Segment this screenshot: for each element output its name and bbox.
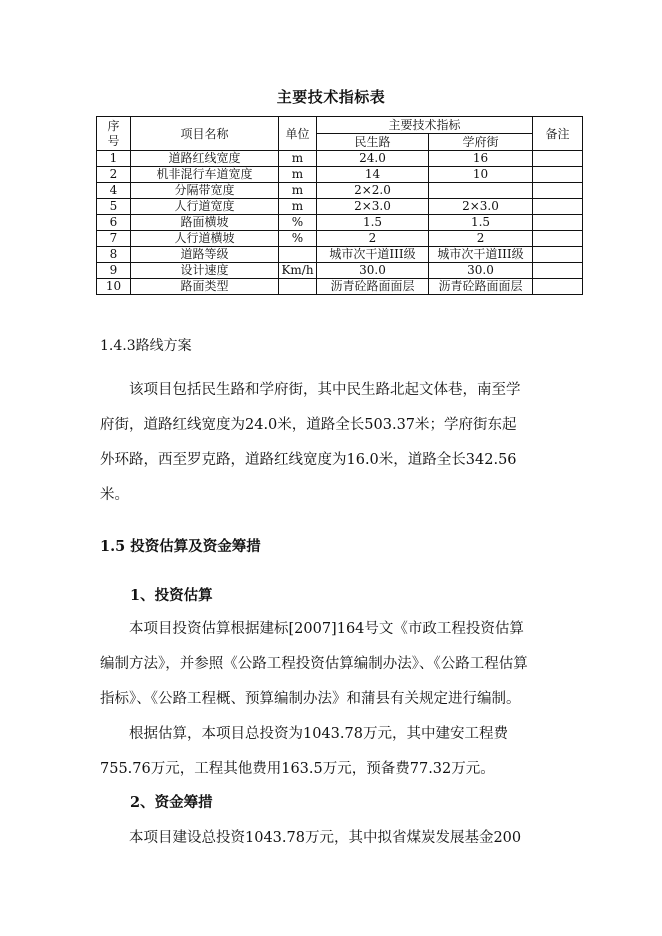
row-index: 7 (97, 231, 131, 247)
row-name: 机非混行车道宽度 (131, 167, 279, 183)
row-name: 设计速度 (131, 263, 279, 279)
row-unit: m (279, 199, 317, 215)
row-remark (533, 231, 583, 247)
row-value-a: 14 (317, 167, 429, 183)
route-line: 府街，道路红线宽度为24.0米，道路全长503.37米；学府街东起 (100, 417, 517, 433)
route-paragraph (100, 373, 562, 513)
row-unit: m (279, 183, 317, 199)
row-value-b: 16 (429, 151, 533, 167)
row-value-a: 城市次干道III级 (317, 247, 429, 263)
row-name: 道路等级 (131, 247, 279, 263)
row-unit: m (279, 167, 317, 183)
header-group: 主要技术指标 (317, 117, 533, 134)
estimate-line: 755.76万元，工程其他费用163.5万元，预备费77.32万元。 (100, 761, 495, 777)
row-unit (279, 247, 317, 263)
header-road-b: 学府街 (429, 134, 533, 151)
row-remark (533, 183, 583, 199)
row-index: 1 (97, 151, 131, 167)
header-unit: 单位 (279, 117, 317, 151)
section-heading-investment: 1.5 投资估算及资金筹措 (100, 538, 261, 555)
table-row (97, 263, 583, 279)
row-remark (533, 279, 583, 295)
row-value-a: 2 (317, 231, 429, 247)
row-value-b: 2×3.0 (429, 199, 533, 215)
header-name: 项目名称 (131, 117, 279, 151)
row-unit: m (279, 151, 317, 167)
row-value-b: 30.0 (429, 263, 533, 279)
row-unit: % (279, 231, 317, 247)
row-unit (279, 279, 317, 295)
row-value-b (429, 183, 533, 199)
row-value-b: 10 (429, 167, 533, 183)
row-name: 路面横坡 (131, 215, 279, 231)
row-name: 人行道宽度 (131, 199, 279, 215)
row-name: 道路红线宽度 (131, 151, 279, 167)
row-remark (533, 215, 583, 231)
row-value-a: 24.0 (317, 151, 429, 167)
row-name: 人行道横坡 (131, 231, 279, 247)
table-header-row (97, 117, 583, 134)
table-row (97, 151, 583, 167)
row-name: 路面类型 (131, 279, 279, 295)
subheading-estimate: 1、投资估算 (130, 587, 213, 604)
row-value-b: 沥青砼路面面层 (429, 279, 533, 295)
table-row (97, 279, 583, 295)
row-unit: Km/h (279, 263, 317, 279)
row-value-b: 1.5 (429, 215, 533, 231)
funding-line: 本项目建设总投资1043.78万元，其中拟省煤炭发展基金200 (129, 830, 522, 846)
table-row (97, 215, 583, 231)
row-value-a: 30.0 (317, 263, 429, 279)
table-row (97, 167, 583, 183)
row-remark (533, 263, 583, 279)
header-remark: 备注 (533, 117, 583, 151)
header-index: 序号 (97, 117, 131, 151)
row-unit: % (279, 215, 317, 231)
row-index: 9 (97, 263, 131, 279)
estimate-paragraph-1 (100, 612, 562, 717)
row-value-a: 2×3.0 (317, 199, 429, 215)
table-row (97, 247, 583, 263)
row-remark (533, 167, 583, 183)
row-index: 4 (97, 183, 131, 199)
row-index: 2 (97, 167, 131, 183)
row-value-b: 城市次干道III级 (429, 247, 533, 263)
estimate-line: 根据估算，本项目总投资为1043.78万元，其中建安工程费 (129, 726, 508, 742)
table-row (97, 231, 583, 247)
header-road-a: 民生路 (317, 134, 429, 151)
row-name: 分隔带宽度 (131, 183, 279, 199)
table-row (97, 199, 583, 215)
row-index: 8 (97, 247, 131, 263)
section-heading-route: 1.4.3路线方案 (100, 338, 192, 354)
estimate-paragraph-2 (100, 717, 562, 787)
row-index: 10 (97, 279, 131, 295)
row-index: 6 (97, 215, 131, 231)
row-remark (533, 151, 583, 167)
row-remark (533, 199, 583, 215)
table-title: 主要技术指标表 (276, 88, 386, 106)
estimate-line: 本项目投资估算根据建标[2007]164号文《市政工程投资估算 (129, 621, 524, 637)
route-line: 米。 (100, 487, 129, 503)
estimate-line: 编制方法》，并参照《公路工程投资估算编制办法》、《公路工程估算 (100, 656, 528, 672)
subheading-funding: 2、资金筹措 (130, 794, 213, 811)
row-value-a: 2×2.0 (317, 183, 429, 199)
technical-indicators-table (96, 116, 583, 295)
funding-paragraph (100, 821, 562, 856)
row-value-b: 2 (429, 231, 533, 247)
row-value-a: 1.5 (317, 215, 429, 231)
route-line: 外环路，西至罗克路，道路红线宽度为16.0米，道路全长342.56 (100, 452, 517, 468)
row-index: 5 (97, 199, 131, 215)
route-line: 该项目包括民生路和学府街，其中民生路北起文体巷，南至学 (129, 382, 521, 398)
row-remark (533, 247, 583, 263)
table-row (97, 183, 583, 199)
row-value-a: 沥青砼路面面层 (317, 279, 429, 295)
estimate-line: 指标》、《公路工程概、预算编制办法》和蒲县有关规定进行编制。 (100, 691, 521, 707)
